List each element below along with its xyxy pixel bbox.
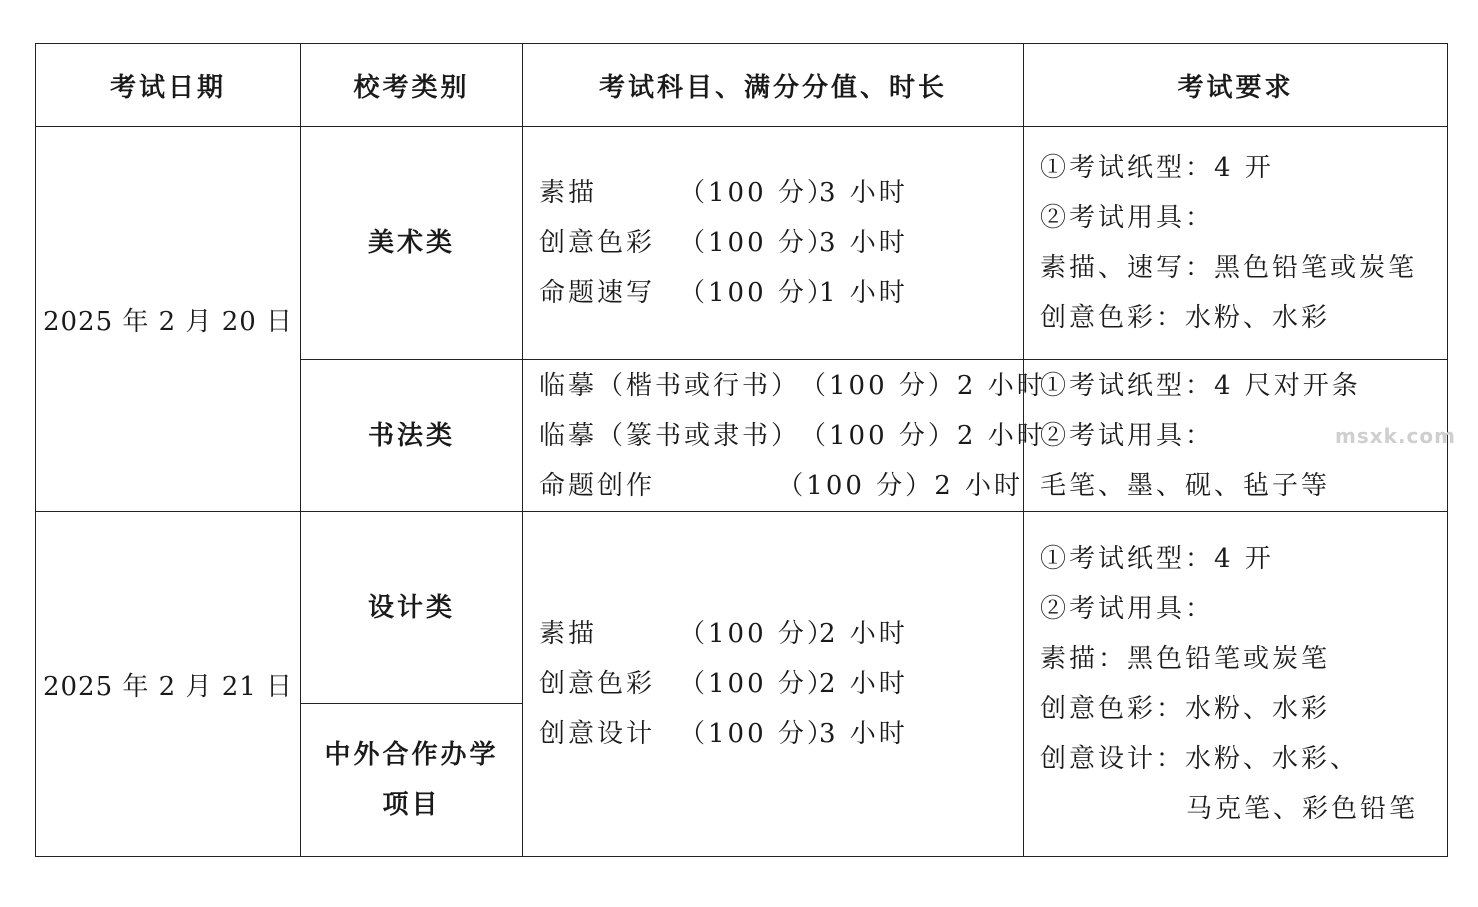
- exam-date-1: 2025 年 2 月 20 日: [36, 127, 301, 512]
- category-design: 设计类: [301, 512, 523, 704]
- requirement-line: ①考试纸型：4 尺对开条: [1040, 370, 1361, 401]
- requirement-line: ②考试用具：: [1040, 203, 1215, 233]
- subjects-design: [523, 512, 1024, 857]
- requirement-line: 素描：黑色铅笔或炭笔: [1040, 644, 1331, 674]
- header-category: 校考类别: [301, 44, 523, 127]
- category-art: 美术类: [301, 127, 523, 360]
- requirement-line: 创意色彩：水粉、水彩: [1040, 694, 1331, 724]
- requirement-line: 马克笔、彩色铅笔: [1186, 794, 1419, 824]
- exam-date-2: 2025 年 2 月 21 日: [36, 512, 301, 857]
- header-requirements: 考试要求: [1024, 44, 1448, 127]
- table-row: [36, 127, 1448, 360]
- category-calligraphy: 书法类: [301, 360, 523, 512]
- header-row: [36, 44, 1448, 127]
- category-cooperative-program: [301, 704, 523, 857]
- header-subjects: 考试科目、满分分值、时长: [523, 44, 1024, 127]
- category-label: 中外合作办学: [324, 740, 499, 770]
- requirements-art: [1024, 127, 1448, 360]
- subject-line: 素描 （100 分） 3 小时: [539, 178, 908, 208]
- subject-line: 创意设计 （100 分） 3 小时: [539, 719, 908, 749]
- subject-line: 临摹（篆书或隶书） （100 分） 2 小时: [539, 420, 1046, 451]
- subject-line: 命题创作 （100 分） 2 小时: [539, 470, 1023, 501]
- subject-line: 临摹（楷书或行书） （100 分） 2 小时: [539, 370, 1046, 401]
- requirement-line: 毛笔、墨、砚、毡子等: [1040, 470, 1331, 501]
- exam-schedule-table: [35, 43, 1448, 857]
- watermark: msxk.com: [1335, 424, 1456, 448]
- subject-line: 创意色彩 （100 分） 2 小时: [539, 669, 908, 699]
- subject-line: 创意色彩 （100 分） 3 小时: [539, 228, 908, 258]
- requirement-line: ②考试用具：: [1040, 420, 1215, 451]
- header-exam-date: 考试日期: [36, 44, 301, 127]
- subject-line: 素描 （100 分） 2 小时: [539, 619, 908, 649]
- subjects-art: [523, 127, 1024, 360]
- requirements-design: [1024, 512, 1448, 857]
- subject-line: 命题速写 （100 分） 1 小时: [539, 278, 908, 308]
- category-label: 项目: [382, 790, 441, 820]
- requirement-line: 创意色彩：水粉、水彩: [1040, 303, 1331, 333]
- requirement-line: 创意设计：水粉、水彩、: [1040, 744, 1360, 774]
- requirement-line: ①考试纸型：4 开: [1040, 544, 1274, 574]
- requirement-line: 素描、速写：黑色铅笔或炭笔: [1040, 253, 1418, 283]
- requirement-line: ①考试纸型：4 开: [1040, 153, 1274, 183]
- table-row: [36, 512, 1448, 704]
- subjects-calligraphy: [523, 360, 1046, 512]
- requirement-line: ②考试用具：: [1040, 594, 1215, 624]
